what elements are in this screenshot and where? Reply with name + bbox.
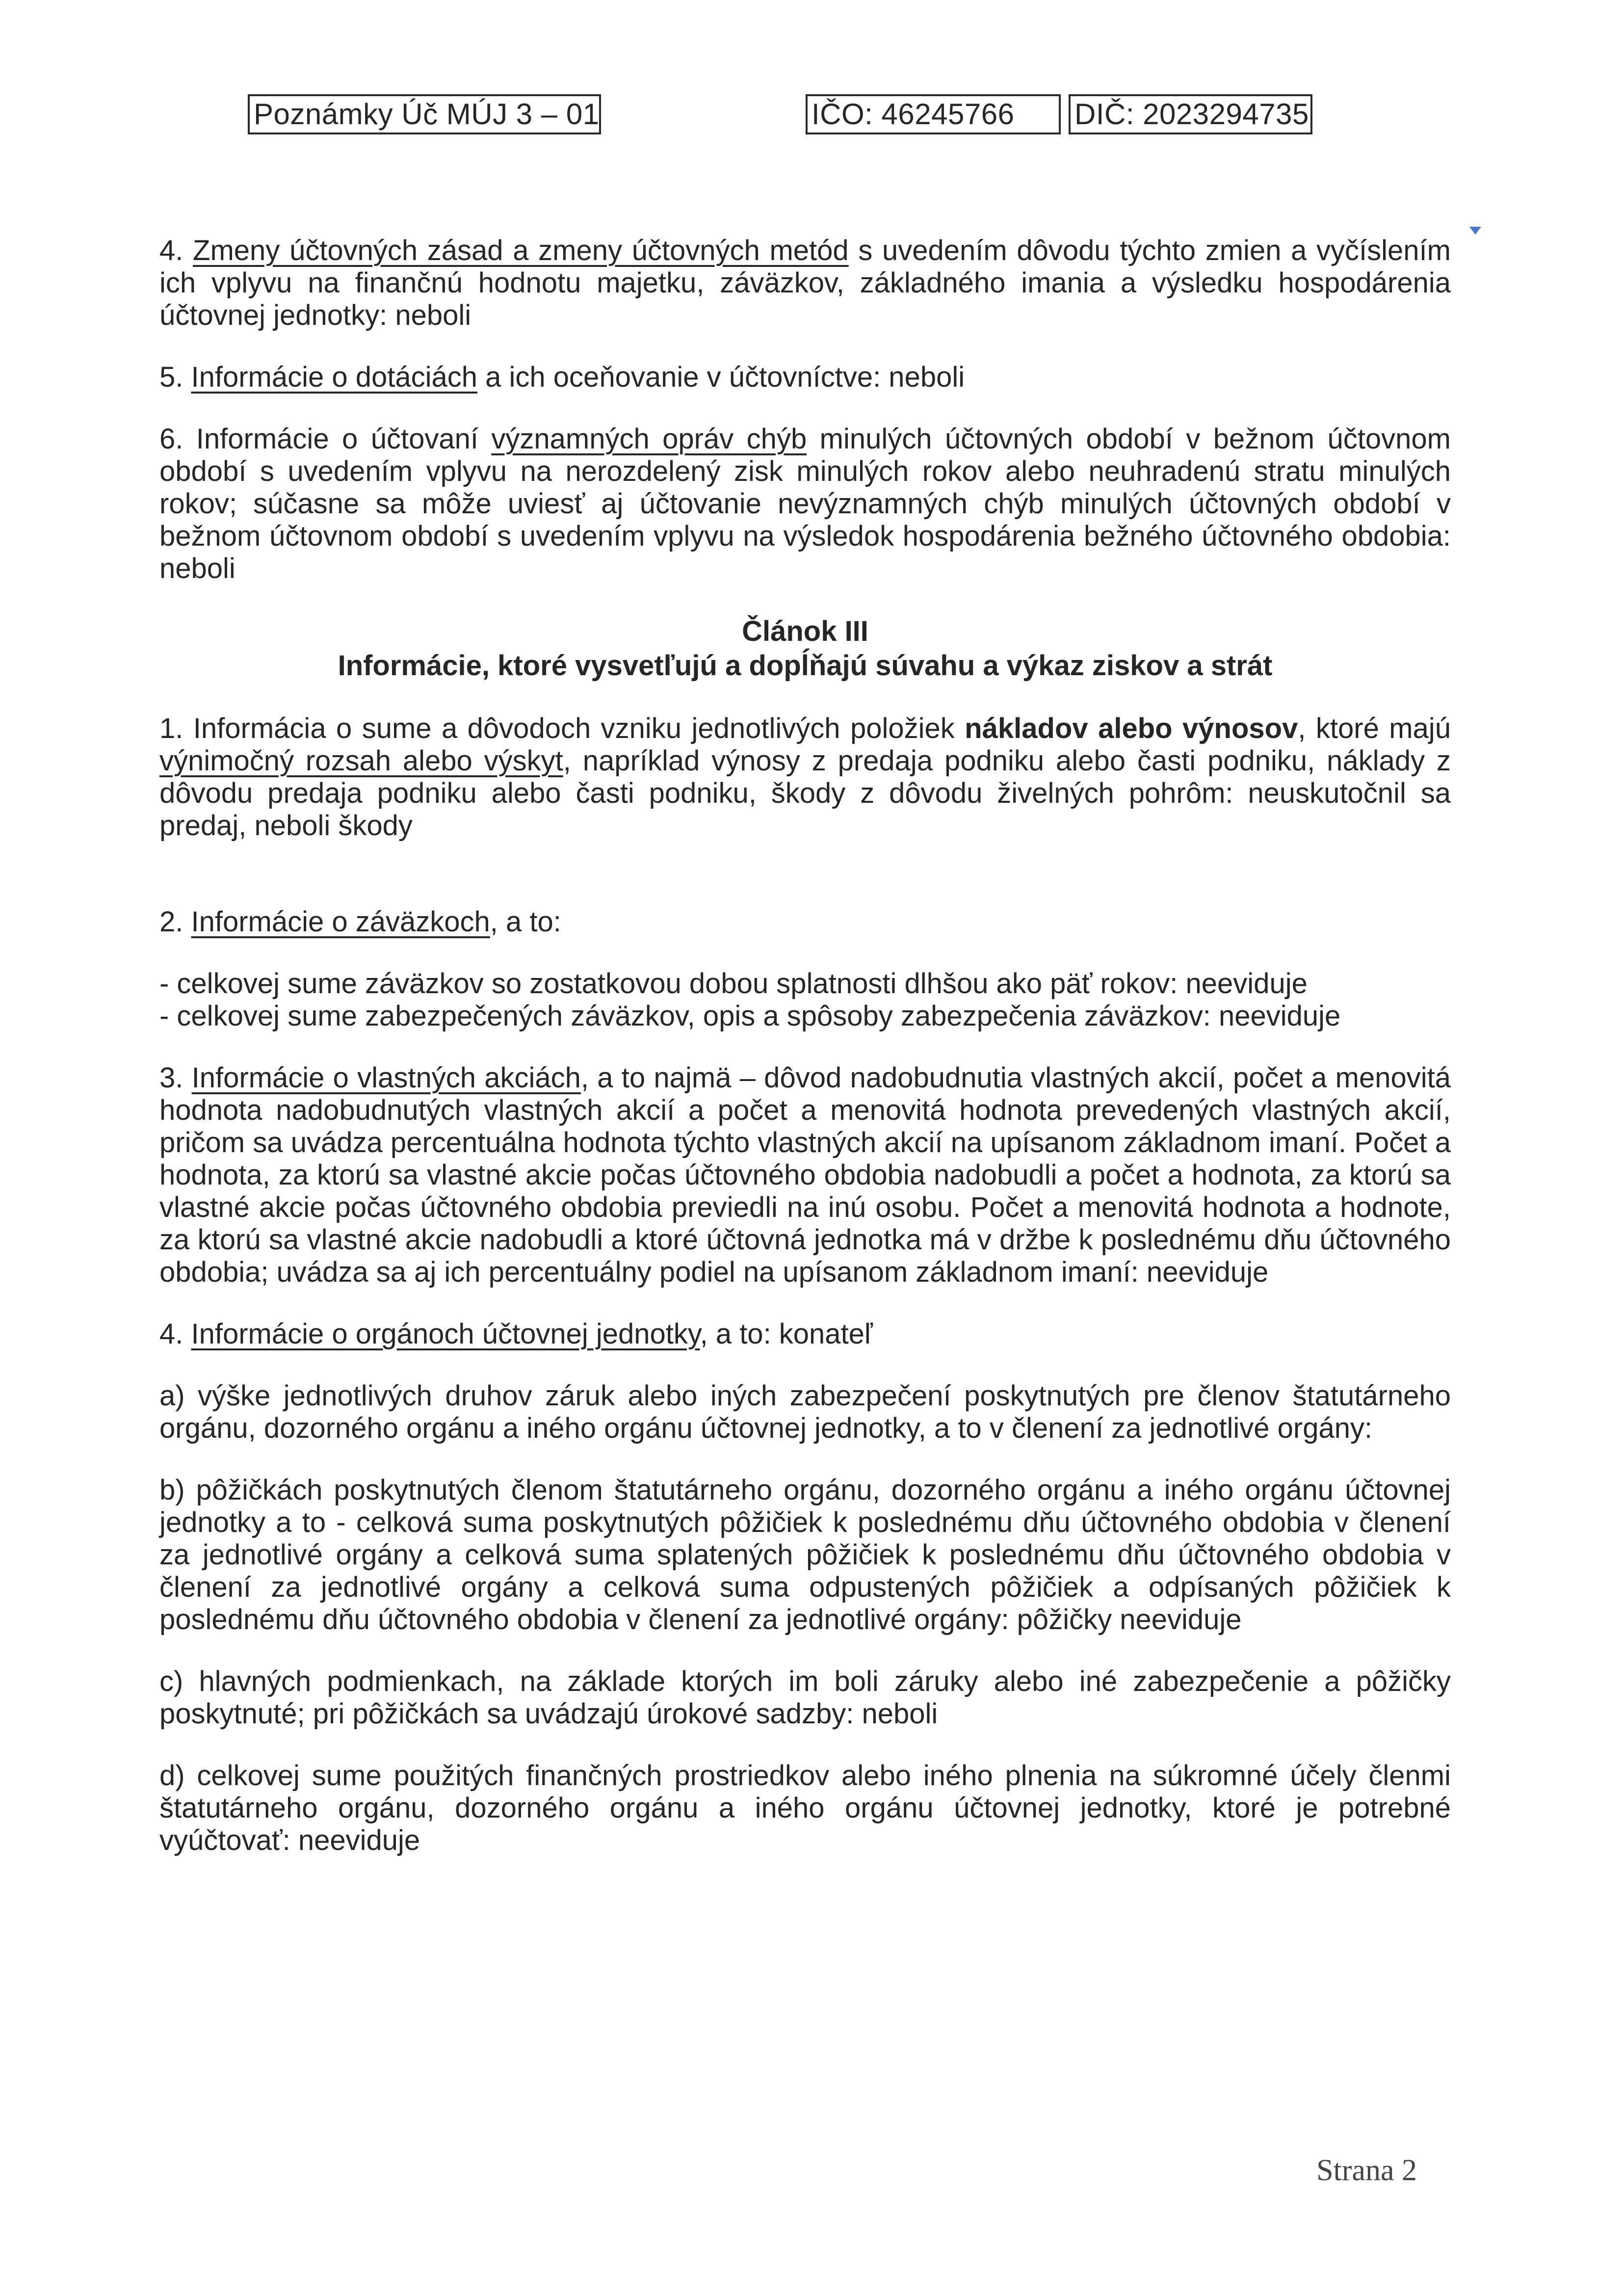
ico-box [806, 94, 1061, 134]
blue-mark-icon [1469, 227, 1481, 235]
paragraph-5-subsidies: 5. Informácie o dotáciách a ich oceňovanie v účtovníctve: neboli [159, 361, 965, 393]
paragraph-4-accounting-changes: 4. Zmeny účtovných zásad a zmeny účtovných metód s uvedením dôvodu týchto zmien a vyčíslením ich vplyvu na finančnú hodnotu majetku, záväzkov, základného imania a výsledku hospodárenia účtovnej jednotky: neboli [159, 235, 1451, 331]
subparagraph-b: b) pôžičkách poskytnutých členom štatutárneho orgánu, dozorného orgánu a iného orgánu účtovnej jednotky a to - celková suma poskytnutých pôžičiek k poslednému dňu účtovného obdobia v členení za jednotlivé orgány a celková suma splatených pôžičiek k poslednému dňu účtovného obdobia v členení za jednotlivé orgány a celková suma odpustených pôžičiek a odpísaných pôžičiek k poslednému dňu účtovného obdobia v členení za jednotlivé orgány: pôžičky neeviduje [159, 1474, 1451, 1636]
ico-number: IČO: 46245766 [812, 98, 1015, 131]
article-title: Článok III [742, 615, 868, 647]
accounting-changes-link: Zmeny účtovných zásad a zmeny účtovných metód [193, 235, 849, 266]
paragraph-1-costs-revenues: 1. Informácia o sume a dôvodoch vzniku jednotlivých položiek nákladov alebo výnosov, ktoré majú výnimočný rozsah alebo výskyt, napríklad výnosy z predaja podniku alebo časti podniku, náklady z dôvodu predaja podniku alebo časti podniku, škody z dôvodu živelných pohrôm: neuskutočnil sa predaj, neboli škody [159, 713, 1451, 842]
document-body [159, 235, 1451, 1886]
liabilities-list [159, 968, 1451, 1032]
dic-box [1069, 94, 1312, 134]
own-shares-link: Informácie o vlastných akciách [191, 1062, 581, 1094]
article-subtitle: Informácie, ktoré vysvetľujú a dopĺňajú súvahu a výkaz ziskov a strát [338, 650, 1273, 682]
list-item: - celkovej sume zabezpečených záväzkov, opis a spôsoby zabezpečenia záväzkov: neeviduje [159, 1000, 1341, 1032]
article-heading [159, 614, 1451, 683]
page-number: Strana 2 [1316, 2154, 1417, 2187]
document-code-box [248, 94, 601, 134]
paragraph-3-own-shares: 3. Informácie o vlastných akciách, a to najmä – dôvod nadobudnutia vlastných akcií, počet a menovitá hodnota nadobudnutých vlastných akcií a počet a menovitá hodnota prevedených vlastných akcií, pričom sa uvádza percentuálna hodnota týchto vlastných akcií na upísanom základnom imaní. Počet a hodnota, za ktorú sa vlastné akcie počas účtovného obdobia nadobudli a počet a hodnota, za ktorú sa vlastné akcie počas účtovného obdobia previedli na inú osobu. Počet a menovitá hodnota a hodnote, za ktorú sa vlastné akcie nadobudli a ktoré účtovná jednotka má v držbe k poslednému dňu účtovného obdobia; uvádza sa aj ich percentuálny podiel na upísanom základnom imaní: neeviduje [159, 1062, 1451, 1288]
exceptional-scope-link: výnimočný rozsah alebo výskyt [159, 745, 563, 777]
subsidies-link: Informácie o dotáciách [191, 361, 478, 393]
paragraph-6-error-corrections: 6. Informácie o účtovaní významných opráv chýb minulých účtovných období v bežnom účtovnom období s uvedením vplyvu na nerozdelený zisk minulých rokov alebo neuhradenú stratu minulých rokov; súčasne sa môže uviesť aj účtovanie nevýznamných chýb minulých účtovných období v bežnom účtovnom období s uvedením vplyvu na výsledok hospodárenia bežného účtovného obdobia: neboli [159, 423, 1451, 584]
subparagraph-c: c) hlavných podmienkach, na základe ktorých im boli záruky alebo iné zabezpečenie a pôžičky poskytnuté; pri pôžičkách sa uvádzajú úrokové sadzby: neboli [159, 1665, 1451, 1730]
document-code: Poznámky Úč MÚJ 3 – 01 [254, 98, 600, 131]
error-corrections-link: významných opráv chýb [491, 423, 807, 455]
dic-number: DIČ: 2023294735 [1074, 98, 1309, 131]
bodies-link: Informácie o orgánoch účtovnej jednotky [191, 1318, 700, 1350]
subparagraph-d: d) celkovej sume použitých finančných prostriedkov alebo iného plnenia na súkromné účely členmi štatutárneho orgánu, dozorného orgánu a iného orgánu účtovnej jednotky, ktoré je potrebné vyúčtovať: neeviduje [159, 1760, 1451, 1856]
list-item: - celkovej sume záväzkov so zostatkovou dobou splatnosti dlhšou ako päť rokov: neeviduje [159, 968, 1308, 1000]
subparagraph-a: a) výške jednotlivých druhov záruk alebo iných zabezpečení poskytnutých pre členov štatutárneho orgánu, dozorného orgánu a iného orgánu účtovnej jednotky, a to v členení za jednotlivé orgány: [159, 1380, 1451, 1444]
paragraph-2-liabilities: 2. Informácie o záväzkoch, a to: [159, 906, 561, 938]
paragraph-4-bodies: 4. Informácie o orgánoch účtovnej jednotky, a to: konateľ [159, 1318, 873, 1350]
liabilities-link: Informácie o záväzkoch [191, 906, 490, 938]
